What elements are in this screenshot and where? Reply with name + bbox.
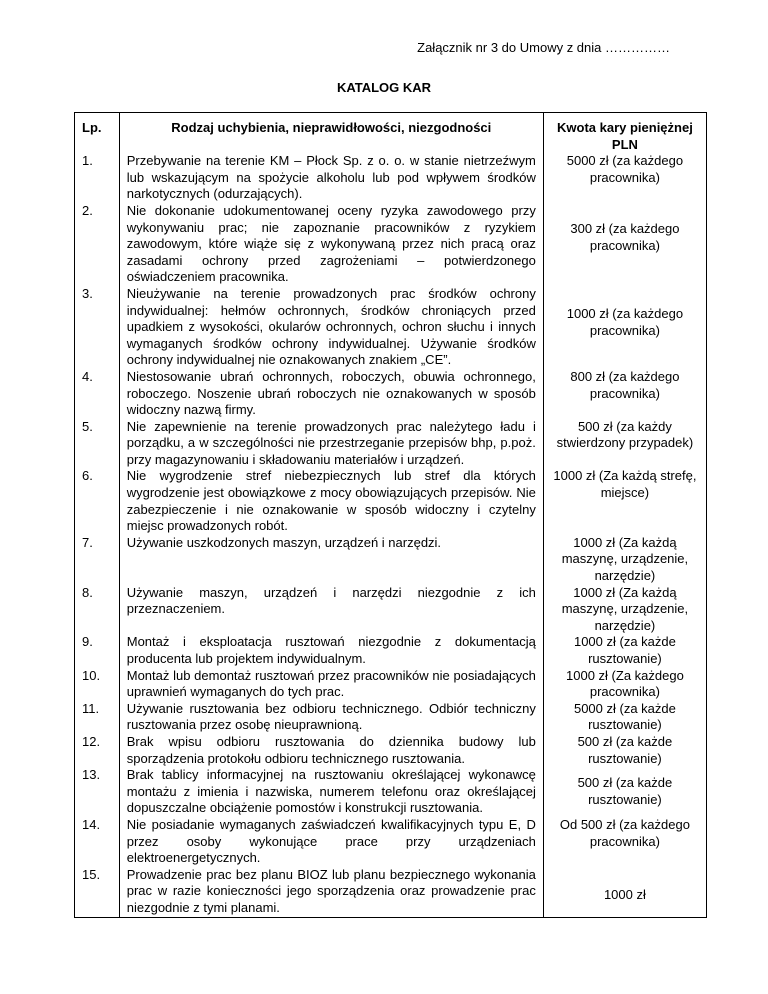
document-title: KATALOG KAR [336, 80, 432, 95]
column-header-lp: Lp. [75, 113, 120, 154]
penalty-amount: 500 zł (za każde rusztowanie) [543, 734, 706, 767]
row-number: 4. [75, 369, 120, 419]
penalty-amount: 500 zł (za każdy stwierdzony przypadek) [543, 419, 706, 469]
penalty-amount: Od 500 zł (za każdego pracownika) [543, 817, 706, 867]
row-number: 3. [75, 286, 120, 369]
violation-description: Brak wpisu odbioru rusztowania do dziennika budowy lub sporządzenia protokołu odbioru technicznego rusztowania. [119, 734, 543, 767]
penalty-amount: 1000 zł [543, 867, 706, 917]
row-number: 15. [75, 867, 120, 917]
table-row [75, 668, 707, 701]
row-number: 11. [75, 701, 120, 734]
penalty-amount: 1000 zł (Za każdą maszynę, urządzenie, narzędzie) [543, 585, 706, 635]
penalty-amount: 1000 zł (Za każdą maszynę, urządzenie, narzędzie) [543, 535, 706, 585]
penalty-amount: 1000 zł (za każde rusztowanie) [543, 634, 706, 667]
penalty-amount: 1000 zł (Za każdego pracownika) [543, 668, 706, 701]
violation-description: Przebywanie na terenie KM – Płock Sp. z o. o. w stanie nietrzeźwym lub wskazującym na spożycie alkoholu lub pod wpływem środków narkotycznych (odurzających). [119, 153, 543, 203]
penalty-amount: 5000 zł (za każde rusztowanie) [543, 701, 706, 734]
violation-description: Prowadzenie prac bez planu BIOZ lub planu bezpiecznego wykonania prac w razie konieczności jego sporządzenia oraz prowadzenie prac niezgodnie z tymi planami. [119, 867, 543, 917]
table-row [75, 369, 707, 419]
penalty-catalog-table [74, 112, 707, 918]
violation-description: Używanie rusztowania bez odbioru technicznego. Odbiór techniczny rusztowania przez osobę nieuprawnioną. [119, 701, 543, 734]
table-row [75, 468, 707, 534]
row-number: 6. [75, 468, 120, 534]
table-row [75, 585, 707, 635]
row-number: 9. [75, 634, 120, 667]
row-number: 8. [75, 585, 120, 635]
table-row [75, 867, 707, 917]
column-header-description: Rodzaj uchybienia, nieprawidłowości, niezgodności [119, 113, 543, 154]
annex-reference: Załącznik nr 3 do Umowy z dnia …………… [417, 40, 670, 55]
table-row [75, 203, 707, 286]
penalty-amount: 1000 zł (Za każdą strefę, miejsce) [543, 468, 706, 534]
violation-description: Używanie maszyn, urządzeń i narzędzi niezgodnie z ich przeznaczeniem. [119, 585, 543, 635]
violation-description: Nie wygrodzenie stref niebezpiecznych lub stref dla których wygrodzenie jest obowiązkowe z mocy obowiązujących przepisów. Nie zabezpieczenie i nie oznakowanie w sposób widoczny i czytelny miejsc prowadzonych robót. [119, 468, 543, 534]
violation-description: Nie zapewnienie na terenie prowadzonych prac należytego ładu i porządku, a w szczególności nie przestrzeganie przepisów bhp, p.poż. przy magazynowaniu i składowaniu materiałów i urządzeń. [119, 419, 543, 469]
penalty-amount: 500 zł (za każde rusztowanie) [543, 767, 706, 817]
table-row [75, 734, 707, 767]
table-row [75, 419, 707, 469]
row-number: 1. [75, 153, 120, 203]
violation-description: Montaż i eksploatacja rusztowań niezgodnie z dokumentacją producenta lub projektem indywidualnym. [119, 634, 543, 667]
table-row [75, 153, 707, 203]
violation-description: Używanie uszkodzonych maszyn, urządzeń i narzędzi. [119, 535, 543, 585]
row-number: 2. [75, 203, 120, 286]
column-header-amount: Kwota kary pieniężnej PLN [543, 113, 706, 154]
table-row [75, 286, 707, 369]
violation-description: Nie posiadanie wymaganych zaświadczeń kwalifikacyjnych typu E, D przez osoby wykonujące prace przy urządzeniach elektroenergetycznych. [119, 817, 543, 867]
penalty-amount: 5000 zł (za każdego pracownika) [543, 153, 706, 203]
penalty-amount: 1000 zł (za każdego pracownika) [543, 286, 706, 369]
table-row [75, 701, 707, 734]
row-number: 12. [75, 734, 120, 767]
violation-description: Niestosowanie ubrań ochronnych, roboczych, obuwia ochronnego, roboczego. Noszenie ubrań roboczych nie oznakowanych w sposób widoczny nazwą firmy. [119, 369, 543, 419]
table-row [75, 535, 707, 585]
violation-description: Brak tablicy informacyjnej na rusztowaniu określającej wykonawcę montażu z imienia i nazwiska, numerem telefonu oraz określającej dopuszczalne obciążenie pomostów i konstrukcji rusztowania. [119, 767, 543, 817]
penalty-amount: 300 zł (za każdego pracownika) [543, 203, 706, 286]
violation-description: Montaż lub demontaż rusztowań przez pracowników nie posiadających uprawnień wymaganych do tych prac. [119, 668, 543, 701]
violation-description: Nieużywanie na terenie prowadzonych prac środków ochrony indywidualnej: hełmów ochronnych, środków chroniących przed upadkiem z wysokości, okularów ochronnych, ochron słuchu i innych wymaganych środków ochrony indywidualnej. Używanie środków ochrony indywidualnej nie oznakowanych znakiem „CE”. [119, 286, 543, 369]
row-number: 10. [75, 668, 120, 701]
row-number: 5. [75, 419, 120, 469]
table-row [75, 817, 707, 867]
violation-description: Nie dokonanie udokumentowanej oceny ryzyka zawodowego przy wykonywaniu prac; nie zapoznanie pracowników z ryzykiem zawodowym, które wiąże się z wykonywaną przez nich pracą oraz zasadami ochrony przed zagrożeniami – potwierdzonego oświadczeniem pracownika. [119, 203, 543, 286]
penalty-amount: 800 zł (za każdego pracownika) [543, 369, 706, 419]
row-number: 7. [75, 535, 120, 585]
row-number: 13. [75, 767, 120, 817]
row-number: 14. [75, 817, 120, 867]
table-row [75, 767, 707, 817]
table-row [75, 634, 707, 667]
table-header-row [75, 113, 707, 154]
